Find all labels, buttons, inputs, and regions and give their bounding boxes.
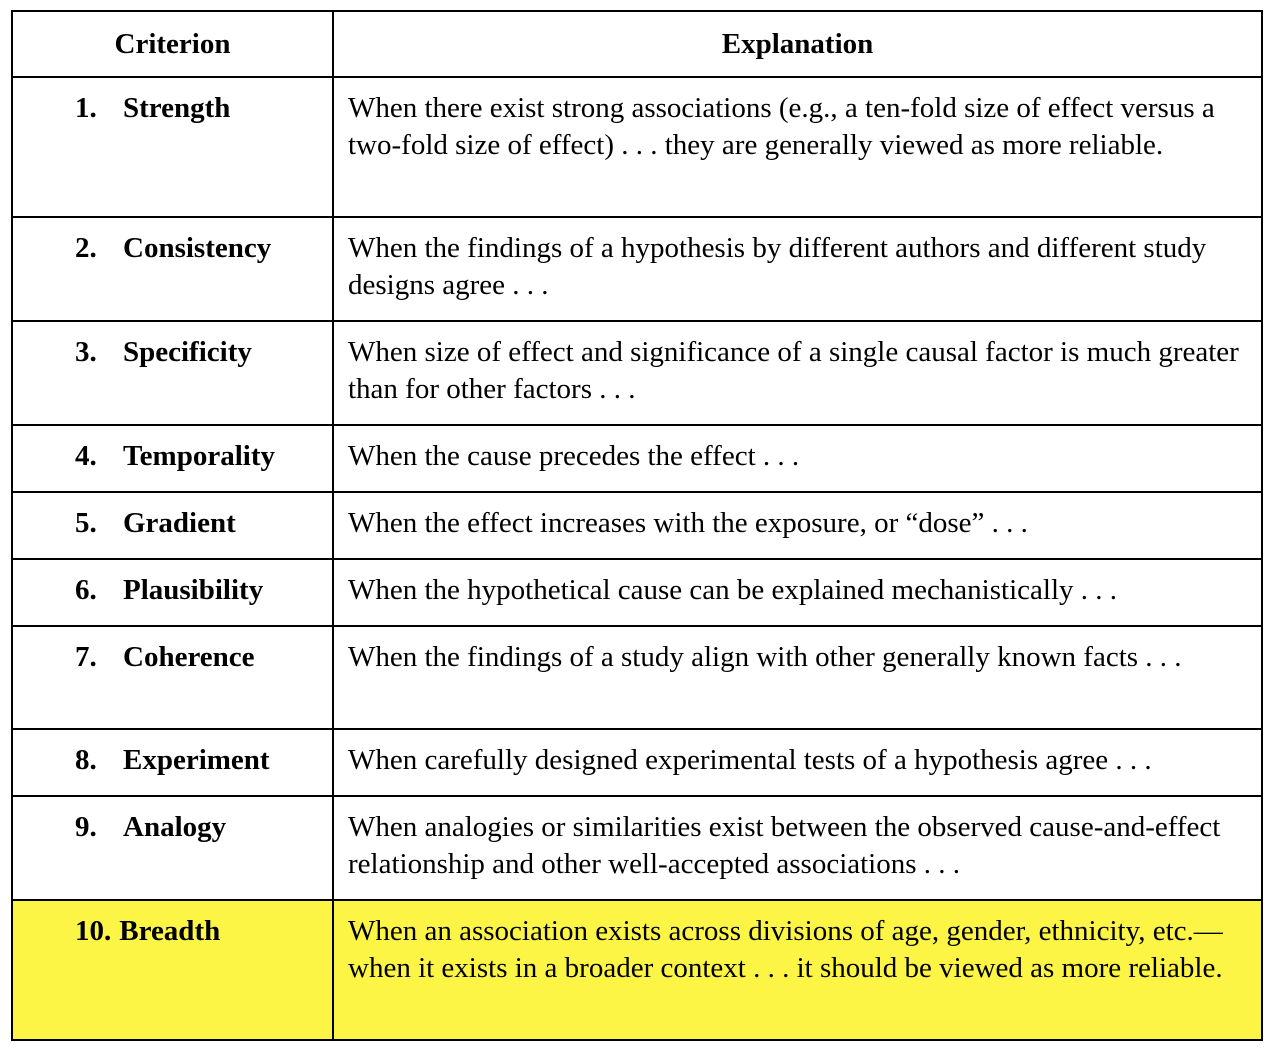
table-row [12, 626, 1262, 729]
criterion-label: Analogy [123, 811, 227, 843]
criterion-label: Breadth [119, 915, 221, 947]
criterion-cell [12, 900, 333, 1040]
explanation-cell: When carefully designed experimental tests of a hypothesis agree . . . [333, 729, 1262, 796]
criterion-cell [12, 77, 333, 217]
criterion-number: 4. [75, 440, 97, 472]
criterion-label: Plausibility [123, 574, 264, 606]
criterion-label: Experiment [123, 744, 270, 776]
criterion-cell [12, 559, 333, 626]
criterion-number: 10. [75, 915, 112, 947]
criterion-cell [12, 492, 333, 559]
criterion-cell [12, 321, 333, 425]
table-row [12, 217, 1262, 321]
table-row [12, 559, 1262, 626]
criteria-table [11, 10, 1263, 1041]
table-row [12, 796, 1262, 900]
criterion-label: Consistency [123, 232, 272, 264]
criterion-number: 6. [75, 574, 97, 606]
criterion-number: 7. [75, 641, 97, 673]
criterion-cell [12, 217, 333, 321]
criterion-number: 3. [75, 336, 97, 368]
criterion-cell [12, 729, 333, 796]
explanation-cell: When the findings of a study align with other generally known facts . . . [333, 626, 1262, 729]
criterion-label: Gradient [123, 507, 236, 539]
table-row [12, 425, 1262, 492]
header-criterion: Criterion [12, 11, 333, 77]
table-row-highlighted [12, 900, 1262, 1040]
criterion-cell [12, 425, 333, 492]
explanation-cell: When analogies or similarities exist between the observed cause-and-effect relationship and other well-accepted associations . . . [333, 796, 1262, 900]
criterion-number: 8. [75, 744, 97, 776]
criterion-label: Coherence [123, 641, 255, 673]
header-row [12, 11, 1262, 77]
explanation-cell: When the effect increases with the exposure, or “dose” . . . [333, 492, 1262, 559]
explanation-cell: When the findings of a hypothesis by different authors and different study designs agree . . . [333, 217, 1262, 321]
table-row [12, 321, 1262, 425]
criterion-number: 5. [75, 507, 97, 539]
criterion-label: Strength [123, 92, 231, 124]
criterion-cell [12, 796, 333, 900]
explanation-cell: When an association exists across divisions of age, gender, ethnicity, etc.—when it exists in a broader context . . . it should be viewed as more reliable. [333, 900, 1262, 1040]
explanation-cell: When size of effect and significance of a single causal factor is much greater than for other factors . . . [333, 321, 1262, 425]
criterion-number: 9. [75, 811, 97, 843]
explanation-cell: When the cause precedes the effect . . . [333, 425, 1262, 492]
criterion-label: Temporality [123, 440, 275, 472]
criterion-number: 2. [75, 232, 97, 264]
explanation-cell: When the hypothetical cause can be explained mechanistically . . . [333, 559, 1262, 626]
criterion-cell [12, 626, 333, 729]
table-row [12, 492, 1262, 559]
table-row [12, 77, 1262, 217]
table-row [12, 729, 1262, 796]
header-explanation: Explanation [333, 11, 1262, 77]
criterion-label: Specificity [123, 336, 252, 368]
explanation-cell: When there exist strong associations (e.g., a ten-fold size of effect versus a two-fold size of effect) . . . they are generally viewed as more reliable. [333, 77, 1262, 217]
criterion-number: 1. [75, 92, 97, 124]
